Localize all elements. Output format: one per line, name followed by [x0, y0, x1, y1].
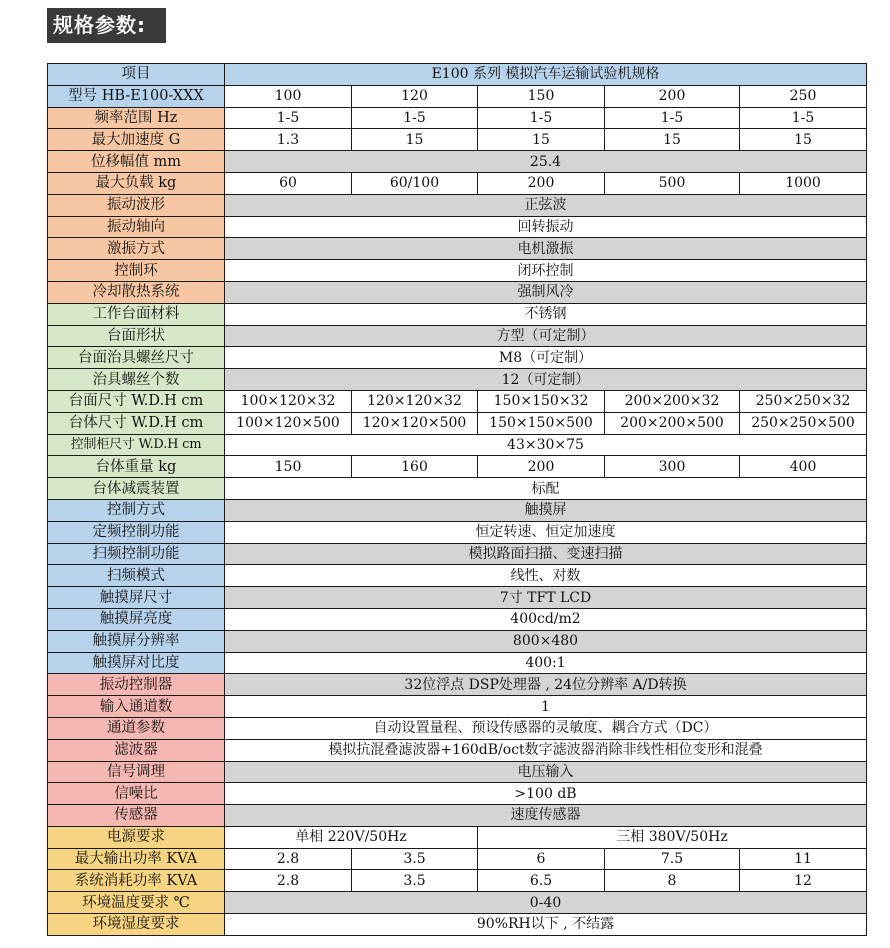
- spec-row-label: 电源要求: [48, 826, 225, 848]
- spec-value-cell: 200: [605, 85, 740, 107]
- spec-row: [48, 826, 867, 848]
- spec-value-cell: 100: [225, 85, 352, 107]
- spec-value-cell: 200×200×32: [605, 390, 740, 412]
- spec-value-cell: 400cd/m2: [225, 608, 867, 630]
- section-heading: 规格参数:: [47, 8, 166, 43]
- spec-row-label: 信号调理: [48, 761, 225, 783]
- spec-value-cell: E100 系列 模拟汽车运输试验机规格: [225, 64, 867, 86]
- spec-row: [48, 914, 867, 936]
- spec-row-label: 项目: [48, 64, 225, 86]
- spec-value-cell: 速度传感器: [225, 805, 867, 827]
- spec-row-label: 扫频模式: [48, 565, 225, 587]
- spec-row-label: 振动波形: [48, 194, 225, 216]
- spec-row: [48, 129, 867, 151]
- spec-row-label: 振动轴向: [48, 216, 225, 238]
- spec-row: [48, 652, 867, 674]
- spec-value-cell: 闭环控制: [225, 260, 867, 282]
- spec-value-cell: 400: [740, 456, 867, 478]
- spec-value-cell: 150: [225, 456, 352, 478]
- spec-row-label: 最大加速度 G: [48, 129, 225, 151]
- spec-value-cell: 250×250×500: [740, 412, 867, 434]
- spec-row: [48, 238, 867, 260]
- spec-row-label: 输入通道数: [48, 696, 225, 718]
- spec-row-label: 触摸屏对比度: [48, 652, 225, 674]
- spec-value-cell: 120×120×500: [352, 412, 478, 434]
- spec-row: [48, 64, 867, 86]
- spec-row: [48, 281, 867, 303]
- spec-value-cell: 160: [352, 456, 478, 478]
- spec-value-cell: 90%RH以下 , 不结露: [225, 914, 867, 936]
- spec-row-label: 激振方式: [48, 238, 225, 260]
- spec-row: [48, 478, 867, 500]
- spec-row: [48, 303, 867, 325]
- spec-table-body: [48, 64, 867, 936]
- spec-value-cell: 2.8: [225, 848, 352, 870]
- spec-value-cell: 1-5: [478, 107, 605, 129]
- spec-row: [48, 85, 867, 107]
- spec-row: [48, 674, 867, 696]
- spec-row: [48, 848, 867, 870]
- spec-value-cell: 150: [478, 85, 605, 107]
- spec-value-cell: 2.8: [225, 870, 352, 892]
- spec-row: [48, 194, 867, 216]
- spec-value-cell: 100×120×500: [225, 412, 352, 434]
- spec-row: [48, 521, 867, 543]
- spec-row: [48, 783, 867, 805]
- spec-row: [48, 216, 867, 238]
- spec-value-cell: 三相 380V/50Hz: [478, 826, 867, 848]
- spec-row: [48, 696, 867, 718]
- spec-row-label: 振动控制器: [48, 674, 225, 696]
- spec-row: [48, 805, 867, 827]
- spec-value-cell: 12: [740, 870, 867, 892]
- spec-value-cell: 不锈钢: [225, 303, 867, 325]
- spec-value-cell: 15: [740, 129, 867, 151]
- spec-row: [48, 260, 867, 282]
- spec-value-cell: 0-40: [225, 892, 867, 914]
- spec-value-cell: 1-5: [352, 107, 478, 129]
- spec-row-label: 台体尺寸 W.D.H cm: [48, 412, 225, 434]
- spec-row: [48, 347, 867, 369]
- spec-value-cell: 3.5: [352, 870, 478, 892]
- spec-row-label: 台面形状: [48, 325, 225, 347]
- spec-value-cell: 200: [478, 172, 605, 194]
- spec-value-cell: 7.5: [605, 848, 740, 870]
- spec-row-label: 定频控制功能: [48, 521, 225, 543]
- spec-row-label: 环境温度要求 ℃: [48, 892, 225, 914]
- spec-table: [47, 63, 867, 936]
- spec-row-label: 治具螺丝个数: [48, 369, 225, 391]
- spec-value-cell: 单相 220V/50Hz: [225, 826, 478, 848]
- spec-value-cell: 15: [478, 129, 605, 151]
- spec-value-cell: 12（可定制）: [225, 369, 867, 391]
- spec-row-label: 触摸屏亮度: [48, 608, 225, 630]
- spec-value-cell: 60: [225, 172, 352, 194]
- spec-value-cell: 1-5: [605, 107, 740, 129]
- spec-value-cell: >100 dB: [225, 783, 867, 805]
- spec-value-cell: 32位浮点 DSP处理器 , 24位分辨率 A/D转换: [225, 674, 867, 696]
- spec-value-cell: 250×250×32: [740, 390, 867, 412]
- spec-row: [48, 543, 867, 565]
- spec-row: [48, 434, 867, 456]
- spec-value-cell: 25.4: [225, 151, 867, 173]
- spec-value-cell: 6.5: [478, 870, 605, 892]
- spec-row: [48, 390, 867, 412]
- spec-row-label: 通道参数: [48, 717, 225, 739]
- spec-value-cell: 150×150×32: [478, 390, 605, 412]
- spec-value-cell: 200×200×500: [605, 412, 740, 434]
- spec-value-cell: 线性、对数: [225, 565, 867, 587]
- spec-value-cell: 1000: [740, 172, 867, 194]
- spec-value-cell: 电机激振: [225, 238, 867, 260]
- spec-value-cell: 15: [352, 129, 478, 151]
- spec-value-cell: 11: [740, 848, 867, 870]
- spec-value-cell: 1-5: [740, 107, 867, 129]
- spec-value-cell: 8: [605, 870, 740, 892]
- spec-row-label: 位移幅值 mm: [48, 151, 225, 173]
- spec-row-label: 台体重量 kg: [48, 456, 225, 478]
- spec-row-label: 型号 HB-E100-XXX: [48, 85, 225, 107]
- spec-row: [48, 107, 867, 129]
- spec-row: [48, 325, 867, 347]
- spec-value-cell: 电压输入: [225, 761, 867, 783]
- spec-row-label: 频率范围 Hz: [48, 107, 225, 129]
- spec-value-cell: 15: [605, 129, 740, 151]
- spec-row-label: 台面治具螺丝尺寸: [48, 347, 225, 369]
- spec-value-cell: 3.5: [352, 848, 478, 870]
- spec-row-label: 台面尺寸 W.D.H cm: [48, 390, 225, 412]
- spec-value-cell: 强制风冷: [225, 281, 867, 303]
- spec-row-label: 信噪比: [48, 783, 225, 805]
- spec-row: [48, 608, 867, 630]
- spec-row-label: 工作台面材料: [48, 303, 225, 325]
- spec-row-label: 触摸屏尺寸: [48, 587, 225, 609]
- spec-value-cell: 标配: [225, 478, 867, 500]
- spec-value-cell: 400:1: [225, 652, 867, 674]
- spec-value-cell: 120: [352, 85, 478, 107]
- spec-row: [48, 761, 867, 783]
- spec-row-label: 环境湿度要求: [48, 914, 225, 936]
- spec-row: [48, 717, 867, 739]
- spec-value-cell: 正弦波: [225, 194, 867, 216]
- spec-value-cell: 120×120×32: [352, 390, 478, 412]
- spec-value-cell: 6: [478, 848, 605, 870]
- spec-row: [48, 587, 867, 609]
- spec-row-label: 最大输出功率 KVA: [48, 848, 225, 870]
- spec-row-label: 最大负载 kg: [48, 172, 225, 194]
- spec-value-cell: 回转振动: [225, 216, 867, 238]
- spec-row: [48, 499, 867, 521]
- spec-value-cell: 500: [605, 172, 740, 194]
- spec-row-label: 冷却散热系统: [48, 281, 225, 303]
- spec-row-label: 滤波器: [48, 739, 225, 761]
- spec-row-label: 台体减震装置: [48, 478, 225, 500]
- spec-row: [48, 630, 867, 652]
- spec-value-cell: 1-5: [225, 107, 352, 129]
- spec-value-cell: 1: [225, 696, 867, 718]
- spec-value-cell: M8（可定制）: [225, 347, 867, 369]
- spec-row: [48, 172, 867, 194]
- spec-row-label: 触摸屏分辨率: [48, 630, 225, 652]
- spec-row: [48, 565, 867, 587]
- spec-row: [48, 412, 867, 434]
- spec-value-cell: 200: [478, 456, 605, 478]
- spec-value-cell: 模拟抗混叠滤波器+160dB/oct数字滤波器消除非线性相位变形和混叠: [225, 739, 867, 761]
- spec-row-label: 控制柜尺寸 W.D.H cm: [48, 434, 225, 456]
- spec-row-label: 控制环: [48, 260, 225, 282]
- spec-row-label: 系统消耗功率 KVA: [48, 870, 225, 892]
- spec-row-label: 扫频控制功能: [48, 543, 225, 565]
- spec-value-cell: 250: [740, 85, 867, 107]
- spec-value-cell: 60/100: [352, 172, 478, 194]
- spec-value-cell: 150×150×500: [478, 412, 605, 434]
- spec-value-cell: 恒定转速、恒定加速度: [225, 521, 867, 543]
- spec-row: [48, 739, 867, 761]
- spec-value-cell: 100×120×32: [225, 390, 352, 412]
- spec-row: [48, 456, 867, 478]
- spec-value-cell: 7寸 TFT LCD: [225, 587, 867, 609]
- spec-row: [48, 369, 867, 391]
- spec-row: [48, 892, 867, 914]
- spec-value-cell: 模拟路面扫描、变速扫描: [225, 543, 867, 565]
- spec-value-cell: 自动设置量程、预设传感器的灵敏度、耦合方式（DC）: [225, 717, 867, 739]
- spec-value-cell: 1.3: [225, 129, 352, 151]
- spec-value-cell: 43×30×75: [225, 434, 867, 456]
- spec-row: [48, 870, 867, 892]
- spec-row-label: 传感器: [48, 805, 225, 827]
- spec-value-cell: 方型（可定制）: [225, 325, 867, 347]
- spec-row: [48, 151, 867, 173]
- spec-value-cell: 300: [605, 456, 740, 478]
- spec-value-cell: 触摸屏: [225, 499, 867, 521]
- spec-value-cell: 800×480: [225, 630, 867, 652]
- spec-row-label: 控制方式: [48, 499, 225, 521]
